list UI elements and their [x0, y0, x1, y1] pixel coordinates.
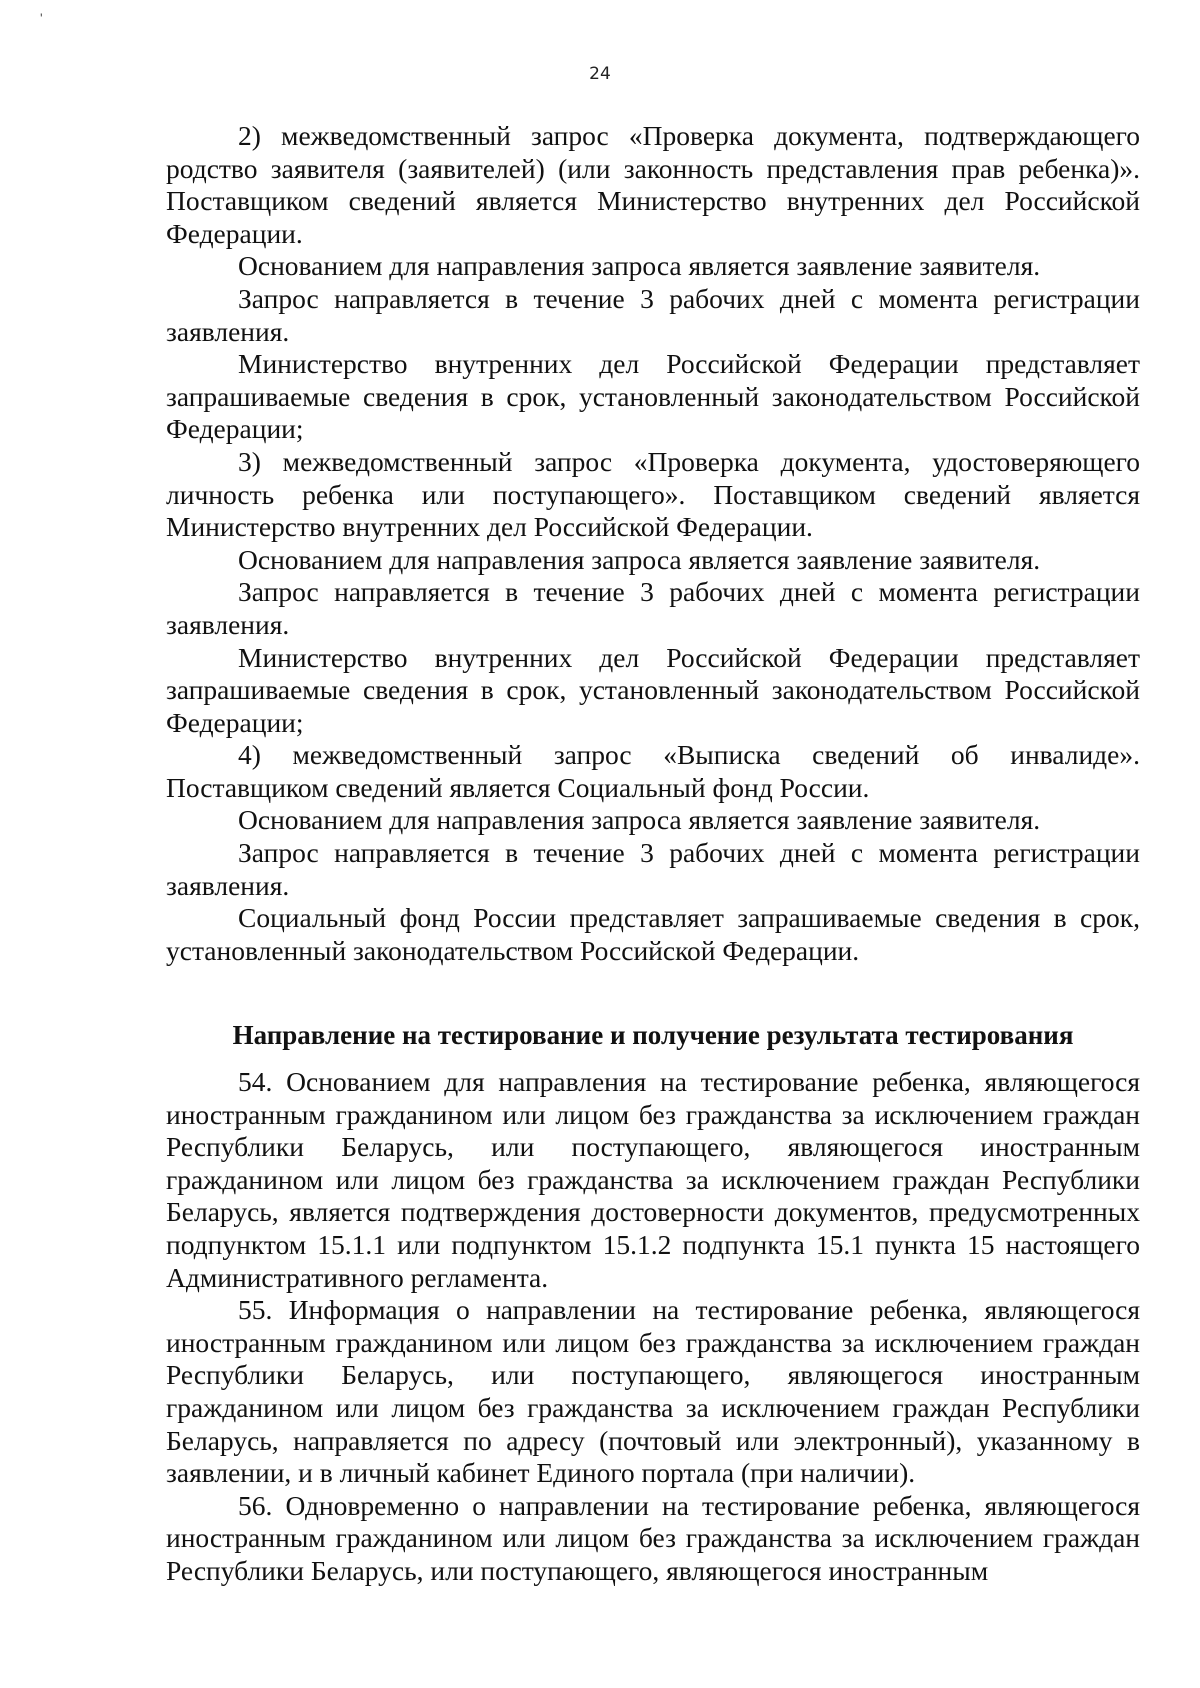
- paragraph: Запрос направляется в течение 3 рабочих дней с момента регистрации заявления.: [166, 282, 1140, 347]
- paragraph: Министерство внутренних дел Российской Федерации представляет запрашиваемые сведения в срок, установленный законодательством Российской Федерации;: [166, 641, 1140, 738]
- paragraph: 3) межведомственный запрос «Проверка документа, удостоверяющего личность ребенка или поступающего». Поставщиком сведений является Министерство внутренних дел Российской Федерации.: [166, 445, 1140, 543]
- paragraph: 55. Информация о направлении на тестирование ребенка, являющегося иностранным гражданином или лицом без гражданства за исключением граждан Республики Беларусь, или поступающего, являющегося иностранным гражданином или лицом без гражданства за исключением граждан Республики Беларусь, направляется по адресу (почтовый или электронный), указанному в заявлении, и в личный кабинет Единого портала (при наличии).: [166, 1294, 1140, 1489]
- paragraph: Основанием для направления запроса является заявление заявителя.: [238, 250, 1041, 282]
- document-body: [166, 120, 1140, 1588]
- paragraph: Запрос направляется в течение 3 рабочих дней с момента регистрации заявления.: [166, 576, 1140, 640]
- paragraph: Министерство внутренних дел Российской Федерации представляет запрашиваемые сведения в срок, установленный законодательством Российской Федерации;: [166, 348, 1140, 445]
- paragraph: Основанием для направления запроса является заявление заявителя.: [238, 804, 1041, 836]
- paragraph: Основанием для направления запроса является заявление заявителя.: [238, 543, 1041, 575]
- paragraph: 4) межведомственный запрос «Выписка сведений об инвалиде». Поставщиком сведений является Социальный фонд России.: [166, 739, 1140, 803]
- paragraph: 56. Одновременно о направлении на тестирование ребенка, являющегося иностранным гражданином или лицом без гражданства за исключением граждан Республики Беларусь, или поступающего, являющегося иностранным: [166, 1489, 1140, 1586]
- paragraph: Запрос направляется в течение 3 рабочих дней с момента регистрации заявления.: [166, 837, 1140, 901]
- paragraph: Социальный фонд России представляет запрашиваемые сведения в срок, установленный законодательством Российской Федерации.: [166, 902, 1140, 966]
- scan-mark: ': [40, 10, 43, 26]
- page-number: 24: [589, 64, 611, 84]
- section-heading: Направление на тестирование и получение результата тестирования: [232, 1020, 1074, 1051]
- paragraph: 2) межведомственный запрос «Проверка документа, подтверждающего родство заявителя (заявителей) (или законность представления прав ребенка)». Поставщиком сведений является Министерство внутренних дел Российской Федерации.: [166, 120, 1140, 249]
- paragraph: 54. Основанием для направления на тестирование ребенка, являющегося иностранным гражданином или лицом без гражданства за исключением граждан Республики Беларусь, или поступающего, являющегося иностранным гражданином или лицом без гражданства за исключением граждан Республики Беларусь, является подтверждения достоверности документов, предусмотренных подпунктом 15.1.1 или подпунктом 15.1.2 подпункта 15.1 пункта 15 настоящего Административного регламента.: [166, 1066, 1140, 1293]
